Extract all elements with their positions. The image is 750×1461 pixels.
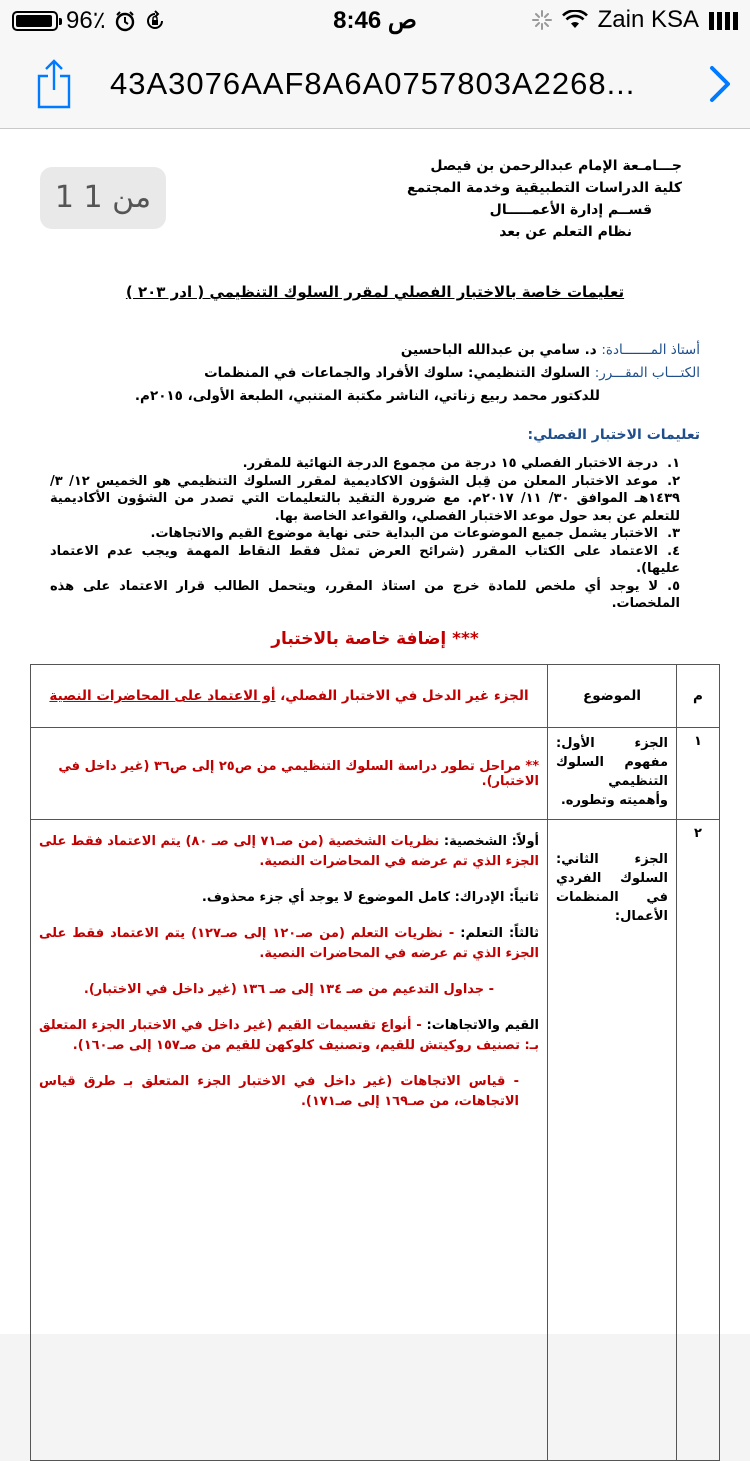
perception-text: كامل الموضوع لا يوجد أي جزء محذوف. — [201, 890, 451, 905]
header-line-university: جـــامـعة الإمام عبدالرحمن بن فيصل — [430, 158, 682, 174]
attitudes-block: - قياس الاتجاهات (غير داخل في الاختبار الجزء المتعلق بـ طرق قياس الاتجاهات، من صـ١٦٩ إلى صـ١٧١). — [39, 1074, 519, 1109]
instruction-item — [50, 525, 680, 543]
document-title: 43A3076AAF8A6A0757803A2268... — [110, 66, 636, 101]
chevron-right-icon[interactable] — [704, 64, 734, 104]
status-right — [532, 6, 738, 34]
header-line-system: نظام التعلم عن بعد — [499, 224, 632, 240]
header-excluded-prefix: الجزء غير الدخل في الاختبار الفصلي، — [275, 688, 529, 704]
book-author: للدكتور محمد ربيع زناتي، الناشر مكتبة المتنبي، الطبعة الأولى، ٢٠١٥م. — [134, 388, 600, 404]
book-label: الكتـــاب المقـــرر: — [594, 365, 700, 381]
share-icon[interactable] — [34, 58, 74, 110]
table-row — [31, 820, 720, 1461]
personality-label: أولاً: الشخصية: — [443, 834, 540, 849]
learning-block — [39, 924, 539, 964]
header-line-college: كلية الدراسات التطبيقية وخدمة المجتمع — [406, 180, 682, 196]
header-line-department: قســم إدارة الأعمـــــال — [489, 202, 652, 218]
instruction-item — [50, 473, 680, 526]
instruction-text: موعد الاختبار المعلن من قِبل الشؤون الاكاديمية لمقرر السلوك التنظيمي هو الخميس ١٢/ ٣/ ١٤٣٩هـ الموافق ٣٠/ ١١/ ٢٠١٧م. مع ضرورة التقيد بالتعليمات التي تصدر من الشؤون الأكاديمية للتعلم عن بعد حول موعد الاختبار الفصلي، والقواعد الخاصة بها. — [50, 473, 680, 524]
teacher-name: د. سامي بن عبدالله الباحسين — [400, 342, 597, 358]
instruction-item — [50, 578, 680, 613]
page-indicator: 1 من 1 — [40, 167, 166, 229]
reinforcement-block: - جداول التدعيم من صـ ١٣٤ إلى صـ ١٣٦ (غير داخل في الاختبار). — [83, 982, 495, 997]
header-excluded-underlined: أو الاعتماد على المحاضرات النصية — [49, 688, 276, 704]
teacher-row — [50, 339, 700, 362]
header-num: م — [677, 665, 720, 728]
personality-text: نظريات الشخصية (من صـ٧١ إلى صـ ٨٠) يتم الاعتماد فقط على الجزء الذي تم عرضه في المحاضرات النصية. — [39, 834, 539, 869]
perception-label: ثانياً: الإدراك: — [454, 890, 539, 905]
university-header — [407, 155, 682, 243]
values-block — [39, 1016, 539, 1056]
signal-bar — [717, 12, 722, 30]
header-excluded — [31, 665, 548, 728]
header-topic: الموضوع — [548, 665, 677, 728]
book-title: السلوك التنظيمي: سلوك الأفراد والجماعات في المنظمات — [204, 365, 591, 381]
status-time: 8:46 ص — [333, 7, 417, 34]
row-topic: الجزء الأول: مفهوم السلوك التنظيمي وأهميته وتطوره. — [548, 728, 677, 820]
navigation-bar — [0, 40, 750, 129]
learning-text: - نظريات التعلم (من صـ١٢٠ إلى صـ١٢٧) يتم الاعتماد فقط على الجزء الذي تم عرضه في المحاضرات النصية. — [39, 926, 539, 961]
teacher-label: أستاذ المـــــــادة: — [601, 342, 700, 358]
instruction-item — [50, 543, 680, 578]
row-number: ٢ — [677, 820, 720, 1461]
instruction-number: ١. — [667, 456, 680, 471]
signal-bar — [725, 12, 730, 30]
row-topic: الجزء الثاني: السلوك الفردي في المنظمات الأعمال: — [548, 820, 677, 1461]
values-label: القيم والاتجاهات: — [426, 1018, 540, 1033]
carrier-name: Zain KSA — [597, 6, 699, 33]
signal-bar — [709, 12, 714, 30]
instruction-text: الاعتماد على الكتاب المقرر (شرائح العرض تمثل فقط النقاط المهمة ويجب عدم الاعتماد عليها). — [50, 543, 680, 576]
row-content: ** مراحل تطور دراسة السلوك التنظيمي من ص٢٥ إلى ص٣٦ (غير داخل في الاختبار). — [31, 728, 548, 820]
instruction-item — [50, 455, 680, 473]
exam-scope-table — [30, 664, 720, 1461]
status-bar — [0, 0, 750, 40]
instruction-number: ٣. — [667, 526, 680, 541]
course-info — [50, 339, 700, 408]
wifi-icon — [562, 10, 588, 30]
book-row — [50, 362, 700, 385]
table-row — [31, 728, 720, 820]
instruction-text: درجة الاختبار الفصلي ١٥ درجة من مجموع الدرجة النهائية للمقرر. — [242, 456, 658, 471]
instructions-title: تعليمات الاختبار الفصلي: — [527, 427, 700, 443]
row-number: ١ — [677, 728, 720, 820]
instruction-number: ٥. — [667, 578, 680, 594]
instructions-heading: تعليمات خاصة بالاختبار الفصلي لمقرر السلوك التنظيمي ( ادر ٢٠٣ ) — [125, 283, 625, 301]
instruction-text: الاختبار يشمل جميع الموضوعات من البداية حتى نهاية موضوع القيم والاتجاهات. — [150, 526, 658, 541]
perception-block — [39, 888, 539, 908]
instruction-number: ٤. — [667, 543, 680, 559]
pdf-page[interactable] — [0, 129, 750, 1334]
values-text: - أنواع تقسيمات القيم (غير داخل في الاختبار الجزء المتعلق بـ: تصنيف روكيتش للقيم، وتصنيف كلوكهن للقيم من صـ١٥٧ إلى صـ١٦٠). — [39, 1018, 539, 1053]
instruction-number: ٢. — [667, 473, 680, 489]
activity-spinner-icon — [532, 10, 552, 30]
personality-block — [39, 832, 539, 872]
addition-heading: *** إضافة خاصة بالاختبار — [271, 629, 479, 649]
signal-bar — [733, 12, 738, 30]
instruction-text: لا يوجد أي ملخص للمادة خرج من استاذ المقرر، ويتحمل الطالب قرار الاعتماد على هذه الملخصات. — [50, 578, 680, 611]
signal-icon — [709, 10, 738, 30]
table-header-row — [31, 665, 720, 728]
row-content — [31, 820, 548, 1461]
learning-label: ثالثاً: التعلم: — [460, 926, 540, 941]
instructions-list — [50, 455, 680, 613]
battery-percent: 96٪ — [66, 7, 106, 34]
